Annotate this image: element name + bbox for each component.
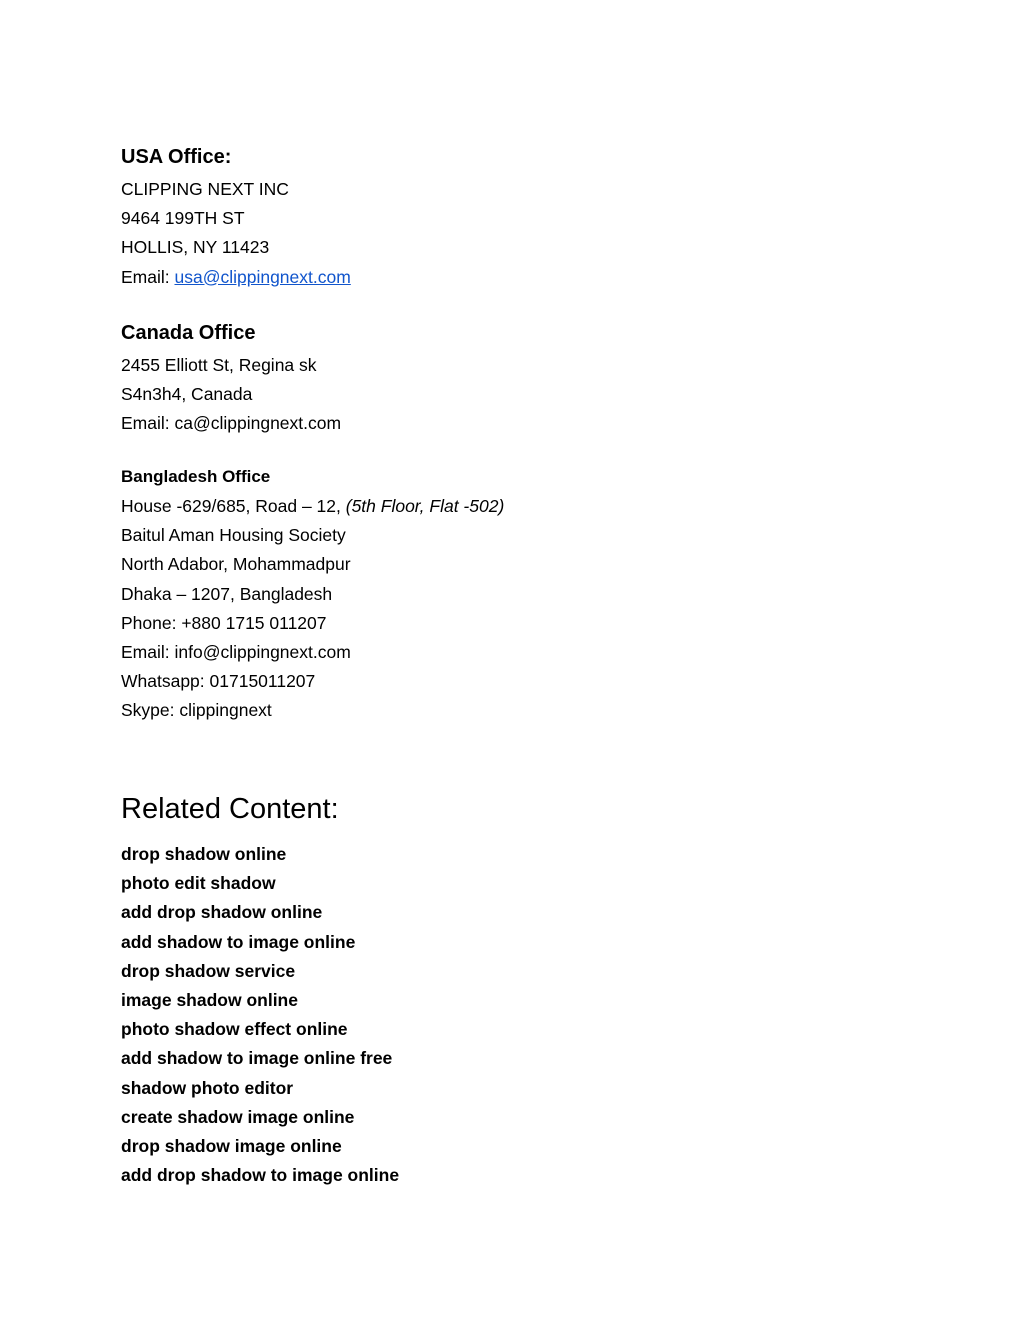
usa-office-street: 9464 199TH ST xyxy=(121,208,245,229)
bangladesh-office-phone: Phone: +880 1715 011207 xyxy=(121,612,327,633)
bangladesh-office-section xyxy=(121,467,504,726)
bangladesh-office-line: Baitul Aman Housing Society xyxy=(121,525,346,546)
bangladesh-office-line: Dhaka – 1207, Bangladesh xyxy=(121,583,333,604)
canada-office-heading: Canada Office xyxy=(121,322,256,344)
bangladesh-office-address-main: House -629/685, Road – 12, xyxy=(121,496,346,516)
usa-office-section xyxy=(121,145,351,292)
bangladesh-office-email: Email: info@clippingnext.com xyxy=(121,642,351,663)
bangladesh-office-whatsapp: Whatsapp: 01715011207 xyxy=(121,671,316,692)
related-content-section xyxy=(121,792,399,1190)
related-item: shadow photo editor xyxy=(121,1077,294,1098)
bangladesh-office-address xyxy=(121,492,504,521)
usa-office-company: CLIPPING NEXT INC xyxy=(121,179,289,199)
canada-office-email: Email: ca@clippingnext.com xyxy=(121,413,342,434)
related-item: add drop shadow to image online xyxy=(121,1165,400,1186)
related-item: photo edit shadow xyxy=(121,873,276,894)
related-item: drop shadow image online xyxy=(121,1136,342,1157)
related-item: add shadow to image online free xyxy=(121,1048,393,1069)
related-item: image shadow online xyxy=(121,990,298,1011)
usa-office-email-line xyxy=(121,263,351,292)
canada-office-postal: S4n3h4, Canada xyxy=(121,384,253,405)
related-item: drop shadow service xyxy=(121,960,296,981)
bangladesh-office-line: North Adabor, Mohammadpur xyxy=(121,554,351,575)
usa-office-heading: USA Office: xyxy=(121,146,232,168)
related-item: create shadow image online xyxy=(121,1106,355,1127)
usa-office-email-link[interactable]: usa@clippingnext.com xyxy=(174,266,351,287)
usa-office-email-label: Email: xyxy=(121,266,175,287)
bangladesh-office-address-floor: (5th Floor, Flat -502) xyxy=(345,496,505,516)
usa-office-city: HOLLIS, NY 11423 xyxy=(121,237,270,258)
related-item: add drop shadow online xyxy=(121,902,323,923)
bangladesh-office-skype: Skype: clippingnext xyxy=(121,700,272,721)
canada-office-section xyxy=(121,321,341,439)
related-item: add shadow to image online xyxy=(121,931,356,952)
related-content-heading: Related Content: xyxy=(121,793,339,825)
canada-office-street: 2455 Elliott St, Regina sk xyxy=(121,355,317,375)
related-item: photo shadow effect online xyxy=(121,1019,348,1040)
related-item: drop shadow online xyxy=(121,844,287,864)
bangladesh-office-heading: Bangladesh Office xyxy=(121,467,271,486)
